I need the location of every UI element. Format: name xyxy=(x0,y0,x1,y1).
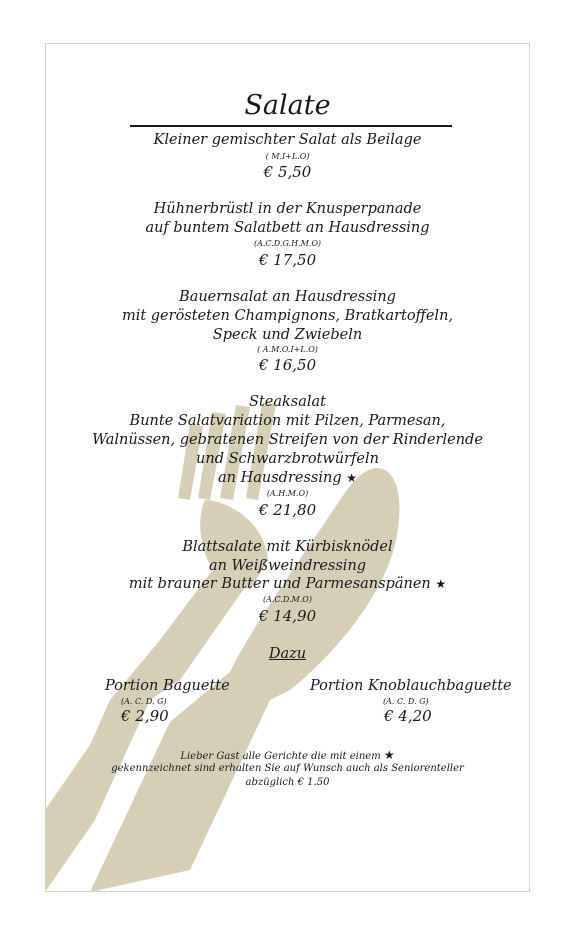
allergen-codes: (A. C. D. G) xyxy=(383,697,429,706)
footnote-line: gekennzeichnet sind erhalten Sie auf Wunsch auch als Seniorenteller xyxy=(111,763,464,774)
side-name: Portion Knoblauchbaguette xyxy=(310,678,512,694)
dazu-heading: Dazu xyxy=(268,646,307,662)
senior-star-icon: ★ xyxy=(383,748,395,762)
dish-line: Blattsalate mit Kürbisknödel xyxy=(182,539,393,555)
dish-line: Hühnerbrüstl in der Knusperpanade xyxy=(153,201,422,217)
dish-line-with-star xyxy=(45,470,530,486)
senior-star-icon: ★ xyxy=(346,471,357,485)
dish-price: € 5,50 xyxy=(263,163,312,181)
allergen-codes: (A.C.D.M.O) xyxy=(263,595,312,604)
dish-line: an Hausdressing xyxy=(218,470,342,486)
dish-line: an Weißweindressing xyxy=(208,558,367,574)
allergen-codes: (A.H.M.O) xyxy=(266,489,309,498)
dish-price: € 16,50 xyxy=(258,356,317,374)
dish-line: Kleiner gemischter Salat als Beilage xyxy=(153,132,422,148)
footnote-line-with-star xyxy=(45,748,530,762)
dish-line: Speck und Zwiebeln xyxy=(212,327,363,343)
allergen-codes: ( A.M.O.I+L.O) xyxy=(257,345,318,354)
side-price: € 4,20 xyxy=(384,707,432,725)
dish-line: und Schwarzbrotwürfeln xyxy=(196,451,379,467)
dish-line-with-star xyxy=(45,576,530,592)
allergen-codes: ( M.I+L.O) xyxy=(265,152,310,161)
dish-line: Steaksalat xyxy=(249,394,326,410)
allergen-codes: (A.C.D.G.H.M.O) xyxy=(253,239,322,248)
page-title: Salate xyxy=(244,90,331,121)
dish-line: Bauernsalat an Hausdressing xyxy=(179,289,396,305)
senior-star-icon: ★ xyxy=(435,577,447,591)
footnote-line: abzüglich € 1.50 xyxy=(245,777,330,788)
side-item xyxy=(310,678,512,694)
dish-line: mit gerösteten Champignons, Bratkartoffeln, xyxy=(121,308,454,324)
dish-line: Bunte Salatvariation mit Pilzen, Parmesan, xyxy=(129,413,446,429)
menu-page xyxy=(45,43,530,892)
dish-price: € 14,90 xyxy=(258,607,317,625)
dish-line: auf buntem Salatbett an Hausdressing xyxy=(145,220,430,236)
footnote-line: Lieber Gast alle Gerichte die mit einem xyxy=(180,751,381,762)
side-name: Portion Baguette xyxy=(105,678,230,694)
dish-price: € 21,80 xyxy=(258,501,317,519)
side-price: € 2,90 xyxy=(121,707,169,725)
allergen-codes: (A. C. D. G) xyxy=(121,697,167,706)
dish-line: Walnüssen, gebratenen Streifen von der Rinderlende xyxy=(92,432,483,448)
side-item xyxy=(105,678,230,694)
dish-price: € 17,50 xyxy=(258,251,317,269)
title-divider xyxy=(130,125,452,127)
dish-line: mit brauner Butter und Parmesanspänen xyxy=(128,576,431,592)
